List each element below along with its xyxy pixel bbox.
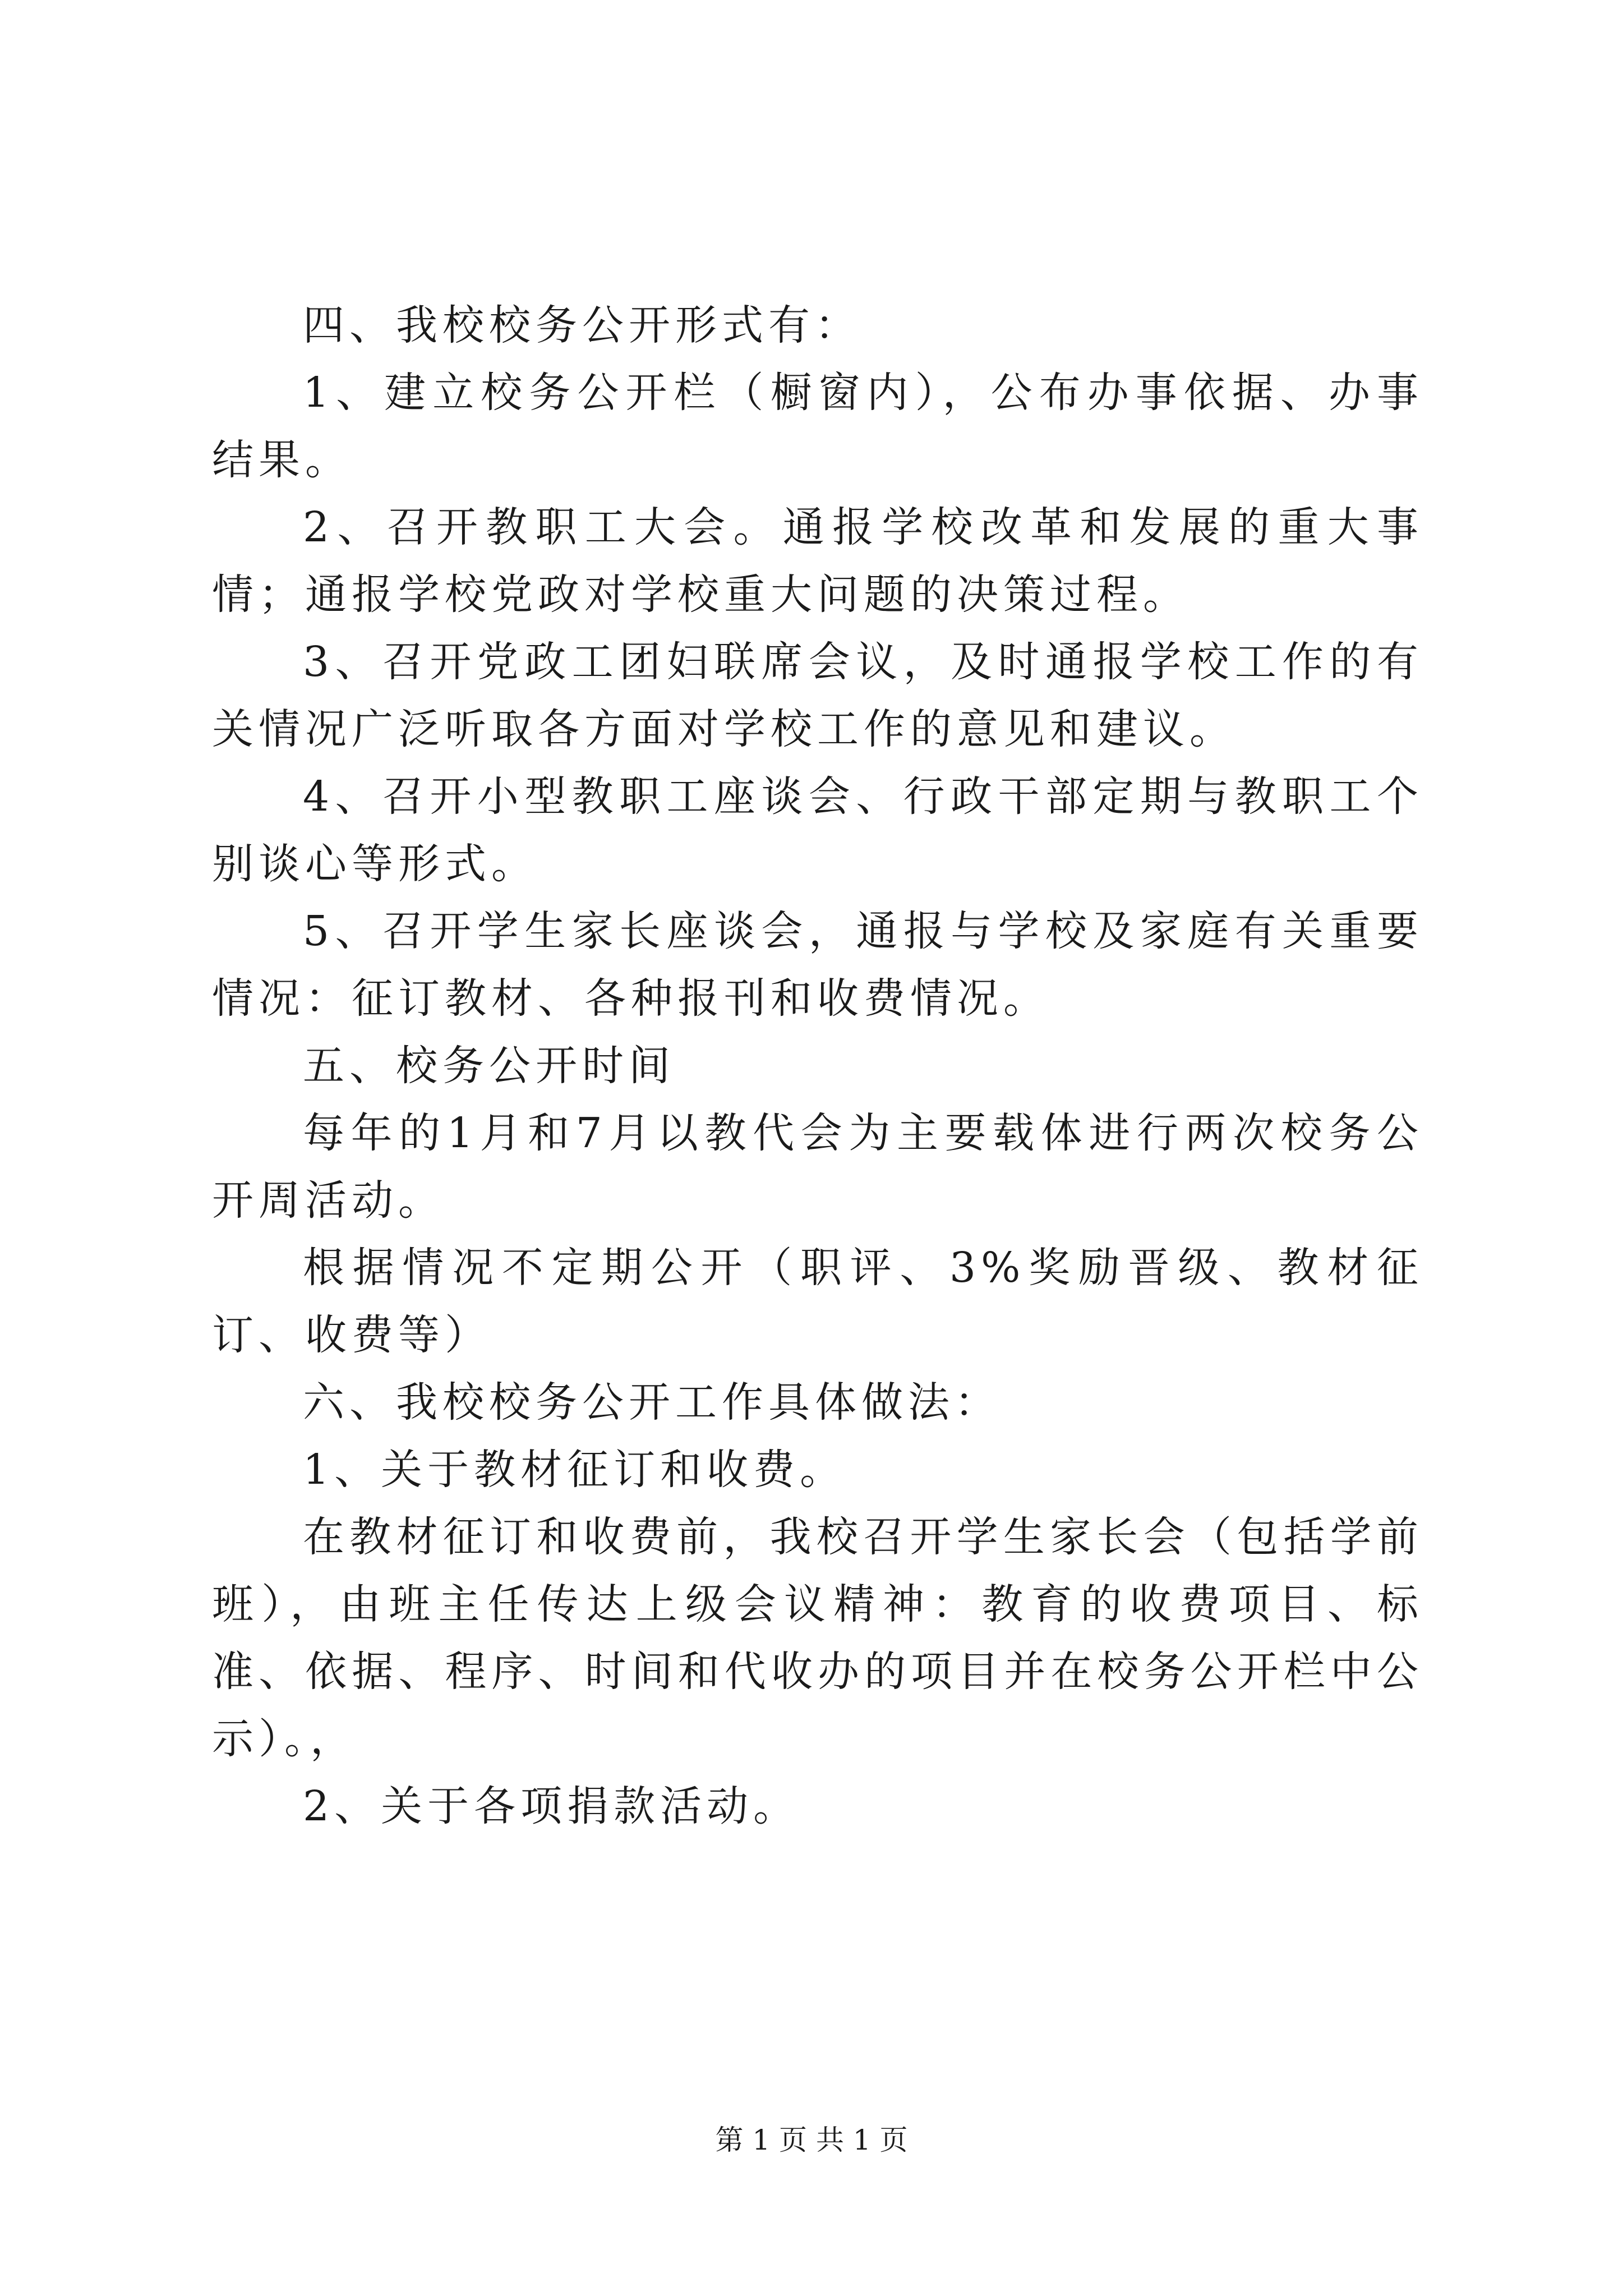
page-footer: 第 1 页 共 1 页 [715, 2124, 908, 2156]
paragraph-practice-1-detail: 在教材征订和收费前，我校召开学生家长会（包括学前班），由班主任传达上级会议精神：教育的收费项目、标准、依据、程序、时间和代收办的项目并在校务公开栏中公示）。， [212, 1513, 1423, 1763]
paragraph-item-5: 5、召开学生家长座谈会，通报与学校及家庭有关重要情况：征订教材、各种报刊和收费情况。 [212, 907, 1423, 1023]
section-heading-practice: 六、我校校务公开工作具体做法： [303, 1378, 1001, 1427]
paragraph-item-2: 2、召开教职工大会。通报学校改革和发展的重大事情；通报学校党政对学校重大问题的决策过程。 [212, 503, 1423, 619]
paragraph-irregular-disclosure: 根据情况不定期公开（职评、3%奖励晋级、教材征订、收费等） [212, 1244, 1423, 1359]
paragraph-item-3: 3、召开党政工团妇联席会议，及时通报学校工作的有关情况广泛听取各方面对学校工作的意见和建议。 [212, 638, 1423, 753]
paragraph-practice-1: 1、关于教材征订和收费。 [303, 1446, 847, 1494]
paragraph-yearly-schedule: 每年的1月和7月以教代会为主要载体进行两次校务公开周活动。 [212, 1109, 1423, 1225]
section-heading-forms: 四、我校校务公开形式有： [303, 301, 861, 349]
document-body [212, 292, 1423, 1840]
paragraph-practice-2: 2、关于各项捐款活动。 [303, 1782, 800, 1830]
paragraph-item-4: 4、召开小型教职工座谈会、行政干部定期与教职工个别谈心等形式。 [212, 772, 1423, 888]
paragraph-item-1: 1、建立校务公开栏（橱窗内），公布办事依据、办事结果。 [212, 369, 1423, 484]
section-heading-time: 五、校务公开时间 [303, 1042, 675, 1090]
